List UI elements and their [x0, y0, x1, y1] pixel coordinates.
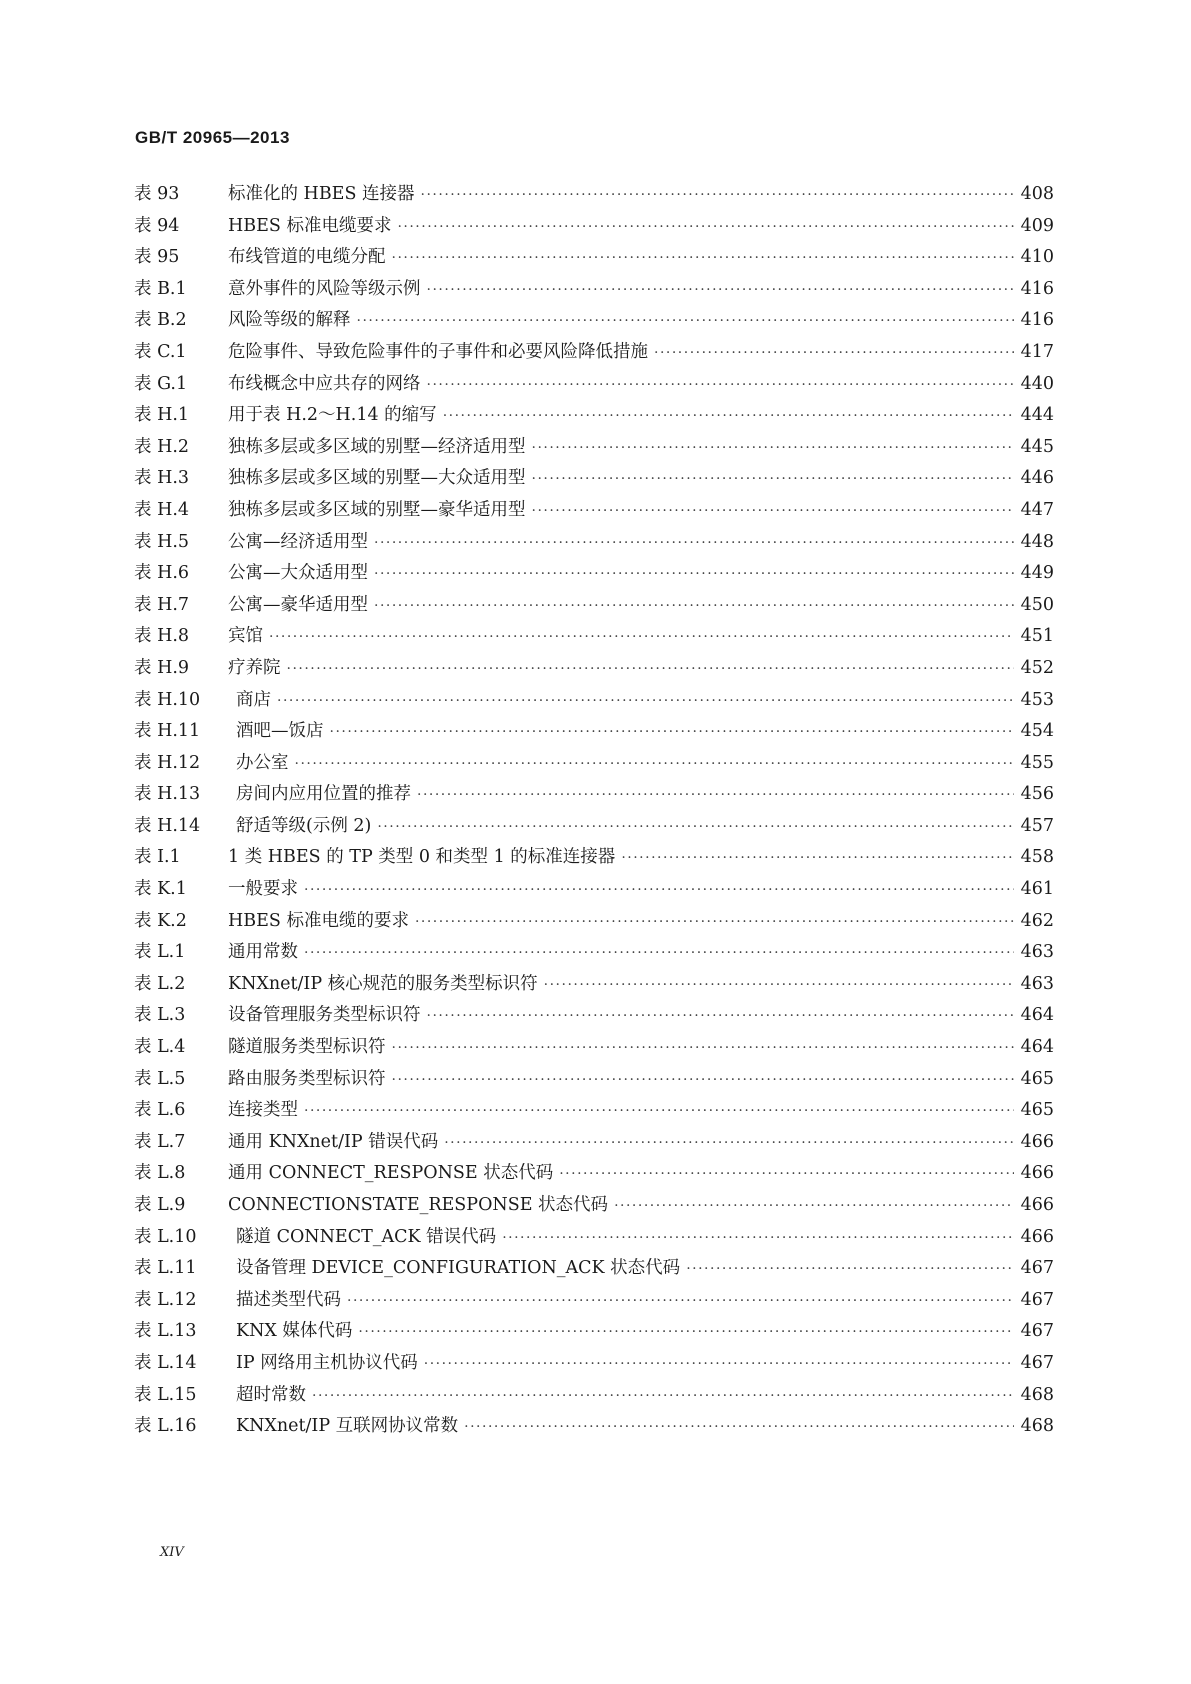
toc-entry-number: 表 L.15	[134, 1384, 197, 1405]
toc-entry-number: 表 H.13	[134, 784, 201, 805]
toc-entry-page: 409	[1020, 215, 1054, 236]
toc-entry[interactable]	[134, 780, 1054, 812]
toc-entry[interactable]	[134, 749, 1054, 781]
toc-entry-number: 表 L.3	[134, 1005, 186, 1026]
toc-entry[interactable]	[134, 1065, 1054, 1097]
toc-entry-page: 445	[1020, 436, 1054, 457]
dot-leader	[358, 1324, 1014, 1340]
toc-entry-title: 酒吧—饭店	[236, 721, 324, 742]
toc-entry-title: 标准化的 HBES 连接器	[228, 184, 415, 204]
toc-entry-number: 表 K.1	[134, 879, 187, 900]
toc-entry-number: 表 L.8	[134, 1163, 186, 1184]
dot-leader	[377, 819, 1014, 835]
toc-entry-page: 444	[1020, 405, 1054, 426]
toc-entry-number: 表 L.5	[134, 1068, 186, 1089]
toc-entry-page: 462	[1020, 910, 1054, 931]
toc-entry[interactable]	[134, 275, 1054, 307]
page-number: XIV	[160, 1545, 184, 1560]
toc-entry-title: 舒适等级(示例 2)	[236, 815, 372, 836]
toc-entry[interactable]	[134, 812, 1054, 844]
toc-entry-title: 通用 CONNECT_RESPONSE 状态代码	[228, 1163, 554, 1184]
toc-entry-number: 表 L.1	[134, 942, 186, 963]
toc-entry-title: HBES 标准电缆的要求	[228, 910, 409, 931]
toc-entry-number: 表 B.1	[134, 278, 187, 299]
toc-entry-page: 452	[1020, 657, 1054, 678]
toc-entry[interactable]	[134, 433, 1054, 465]
toc-entry-number: 表 L.10	[134, 1226, 197, 1247]
toc-entry-page: 451	[1020, 626, 1054, 647]
toc-entry-number: 表 C.1	[134, 341, 187, 362]
toc-entry-title: 设备管理服务类型标识符	[228, 1005, 421, 1026]
dot-leader	[287, 661, 1015, 677]
dot-leader	[502, 1230, 1014, 1246]
toc-entry-page: 467	[1020, 1321, 1054, 1342]
toc-entry-title: 意外事件的风险等级示例	[228, 278, 421, 299]
toc-entry[interactable]	[134, 401, 1054, 433]
toc-entry-page: 410	[1020, 247, 1054, 268]
dot-leader	[544, 977, 1014, 993]
standard-id: GB/T 20965—2013	[135, 128, 290, 147]
toc-entry-number: 表 L.11	[134, 1258, 197, 1279]
toc-entry[interactable]	[134, 1159, 1054, 1191]
toc-entry-title: 危险事件、导致危险事件的子事件和必要风险降低措施	[228, 341, 648, 362]
toc-entry-page: 468	[1020, 1416, 1054, 1437]
toc-entry-number: 表 L.6	[134, 1100, 186, 1121]
table-of-contents	[134, 180, 1054, 1444]
toc-entry-page: 466	[1020, 1163, 1054, 1184]
toc-entry-title: 布线概念中应共存的网络	[228, 373, 421, 394]
toc-entry[interactable]	[134, 306, 1054, 338]
dot-leader	[559, 1166, 1014, 1182]
dot-leader	[277, 693, 1014, 709]
toc-entry-page: 417	[1020, 341, 1054, 362]
toc-entry-number: 表 93	[134, 184, 180, 204]
toc-entry[interactable]	[134, 1412, 1054, 1444]
dot-leader	[374, 566, 1014, 582]
dot-leader	[654, 345, 1014, 361]
dot-leader	[686, 1261, 1014, 1277]
dot-leader	[532, 503, 1015, 519]
toc-entry-title: HBES 标准电缆要求	[228, 215, 392, 236]
toc-entry-page: 466	[1020, 1131, 1054, 1152]
toc-entry-number: 表 L.12	[134, 1289, 197, 1310]
toc-entry[interactable]	[134, 970, 1054, 1002]
toc-entry-page: 461	[1020, 879, 1054, 900]
toc-entry-number: 表 L.7	[134, 1131, 186, 1152]
toc-entry-page: 464	[1020, 1005, 1054, 1026]
toc-entry-page: 446	[1020, 468, 1054, 489]
toc-entry-page: 453	[1020, 689, 1054, 710]
toc-entry[interactable]	[134, 622, 1054, 654]
toc-entry[interactable]	[134, 1349, 1054, 1381]
toc-entry-title: CONNECTIONSTATE_RESPONSE 状态代码	[228, 1195, 609, 1215]
dot-leader	[312, 1388, 1014, 1404]
toc-entry[interactable]	[134, 464, 1054, 496]
toc-entry-title: 公寓—豪华适用型	[228, 594, 368, 615]
toc-entry-title: 连接类型	[228, 1100, 298, 1121]
toc-entry-number: 表 H.6	[134, 563, 190, 584]
toc-entry[interactable]	[134, 1001, 1054, 1033]
dot-leader	[427, 377, 1015, 393]
dot-leader	[330, 724, 1015, 740]
toc-entry-number: 表 H.11	[134, 721, 201, 742]
toc-entry[interactable]	[134, 1254, 1054, 1286]
toc-entry-page: 450	[1020, 594, 1054, 615]
toc-entry-number: 表 L.9	[134, 1195, 186, 1215]
dot-leader	[304, 882, 1014, 898]
toc-entry[interactable]	[134, 907, 1054, 939]
dot-leader	[374, 535, 1014, 551]
dot-leader	[374, 598, 1014, 614]
toc-entry-page: 466	[1020, 1195, 1054, 1215]
toc-entry-page: 466	[1020, 1226, 1054, 1247]
toc-entry-number: 表 L.13	[134, 1321, 197, 1342]
toc-entry-page: 456	[1020, 784, 1054, 805]
toc-entry-title: 隧道 CONNECT_ACK 错误代码	[236, 1226, 497, 1247]
toc-entry[interactable]	[134, 1317, 1054, 1349]
toc-entry[interactable]	[134, 717, 1054, 749]
toc-entry-page: 467	[1020, 1258, 1054, 1279]
toc-entry[interactable]	[134, 559, 1054, 591]
toc-entry-number: 表 H.3	[134, 468, 190, 489]
toc-entry[interactable]	[134, 338, 1054, 370]
toc-entry-number: 表 B.2	[134, 310, 187, 331]
toc-entry-page: 457	[1020, 815, 1054, 836]
toc-entry-page: 449	[1020, 563, 1054, 584]
toc-entry-page: 408	[1020, 184, 1054, 204]
dot-leader	[392, 1072, 1015, 1088]
toc-entry-page: 463	[1020, 942, 1054, 963]
toc-entry-title: 商店	[236, 689, 271, 710]
dot-leader	[532, 471, 1015, 487]
toc-entry[interactable]	[134, 496, 1054, 528]
toc-entry-number: 表 L.16	[134, 1416, 197, 1437]
toc-entry-page: 463	[1020, 973, 1054, 994]
dot-leader	[347, 1293, 1014, 1309]
toc-entry-page: 465	[1020, 1100, 1054, 1121]
toc-entry-number: 表 H.1	[134, 405, 190, 426]
toc-entry-title: 宾馆	[228, 626, 263, 647]
toc-entry-page: 458	[1020, 847, 1054, 868]
toc-entry[interactable]	[134, 1191, 1054, 1223]
toc-entry[interactable]	[134, 212, 1054, 244]
toc-entry-page: 467	[1020, 1352, 1054, 1373]
dot-leader	[304, 1103, 1014, 1119]
toc-entry-title: 描述类型代码	[236, 1289, 341, 1310]
toc-entry-number: 表 K.2	[134, 910, 187, 931]
toc-entry-title: 办公室	[236, 752, 289, 773]
toc-entry[interactable]	[134, 243, 1054, 275]
toc-entry-title: KNX 媒体代码	[236, 1321, 353, 1342]
toc-entry-title: 独栋多层或多区域的别墅—豪华适用型	[228, 499, 526, 520]
dot-leader	[427, 1008, 1015, 1024]
dot-leader	[397, 219, 1014, 235]
dot-leader	[304, 945, 1014, 961]
dot-leader	[415, 914, 1014, 930]
toc-entry[interactable]	[134, 654, 1054, 686]
toc-entry-title: KNXnet/IP 互联网协议常数	[236, 1416, 459, 1437]
toc-entry-title: 1 类 HBES 的 TP 类型 0 和类型 1 的标准连接器	[228, 847, 616, 868]
toc-entry-page: 448	[1020, 531, 1054, 552]
toc-entry-page: 467	[1020, 1289, 1054, 1310]
toc-entry[interactable]	[134, 180, 1054, 212]
toc-entry-title: 风险等级的解释	[228, 310, 351, 331]
toc-entry-page: 416	[1020, 278, 1054, 299]
toc-entry-title: 通用 KNXnet/IP 错误代码	[228, 1131, 439, 1152]
toc-entry[interactable]	[134, 370, 1054, 402]
toc-entry-number: 表 H.5	[134, 531, 190, 552]
toc-entry-title: 公寓—大众适用型	[228, 563, 368, 584]
toc-entry-number: 表 L.2	[134, 973, 186, 994]
toc-entry-number: 表 H.2	[134, 436, 190, 457]
toc-entry-title: KNXnet/IP 核心规范的服务类型标识符	[228, 973, 538, 994]
toc-entry-title: 疗养院	[228, 657, 281, 678]
toc-entry-number: 表 I.1	[134, 847, 181, 868]
toc-entry-number: 表 H.8	[134, 626, 190, 647]
dot-leader	[532, 440, 1015, 456]
toc-entry-page: 454	[1020, 721, 1054, 742]
toc-entry-title: 超时常数	[236, 1384, 306, 1405]
toc-entry-title: 公寓—经济适用型	[228, 531, 368, 552]
toc-entry[interactable]	[134, 591, 1054, 623]
dot-leader	[392, 250, 1015, 266]
toc-entry-page: 468	[1020, 1384, 1054, 1405]
toc-entry-title: IP 网络用主机协议代码	[236, 1352, 418, 1373]
toc-entry[interactable]	[134, 875, 1054, 907]
toc-entry-number: 表 L.14	[134, 1352, 197, 1373]
dot-leader	[444, 1135, 1014, 1151]
toc-entry-page: 440	[1020, 373, 1054, 394]
toc-entry-title: 一般要求	[228, 879, 298, 900]
toc-entry[interactable]	[134, 843, 1054, 875]
dot-leader	[295, 756, 1015, 772]
dot-leader	[357, 313, 1015, 329]
dot-leader	[269, 629, 1014, 645]
toc-entry-page: 447	[1020, 499, 1054, 520]
dot-leader	[443, 408, 1014, 424]
toc-entry-number: 表 H.9	[134, 657, 190, 678]
toc-entry-page: 465	[1020, 1068, 1054, 1089]
toc-entry[interactable]	[134, 686, 1054, 718]
toc-entry-number: 表 L.4	[134, 1037, 186, 1058]
dot-leader	[427, 282, 1015, 298]
toc-entry[interactable]	[134, 1223, 1054, 1255]
toc-entry-number: 表 H.12	[134, 752, 201, 773]
dot-leader	[417, 787, 1014, 803]
toc-entry[interactable]	[134, 1381, 1054, 1413]
toc-entry[interactable]	[134, 938, 1054, 970]
toc-entry-number: 表 H.14	[134, 815, 201, 836]
toc-entry-number: 表 95	[134, 247, 180, 268]
dot-leader	[424, 1356, 1014, 1372]
toc-entry-page: 455	[1020, 752, 1054, 773]
toc-entry-number: 表 H.10	[134, 689, 201, 710]
toc-entry-title: 房间内应用位置的推荐	[236, 784, 411, 805]
toc-entry-title: 独栋多层或多区域的别墅—大众适用型	[228, 468, 526, 489]
dot-leader	[621, 850, 1014, 866]
toc-entry[interactable]	[134, 1128, 1054, 1160]
toc-entry[interactable]	[134, 1096, 1054, 1128]
dot-leader	[392, 1040, 1015, 1056]
toc-entry-number: 表 H.4	[134, 499, 190, 520]
toc-entry-title: 隧道服务类型标识符	[228, 1037, 386, 1058]
toc-entry[interactable]	[134, 1286, 1054, 1318]
toc-entry[interactable]	[134, 1033, 1054, 1065]
toc-entry-title: 独栋多层或多区域的别墅—经济适用型	[228, 436, 526, 457]
dot-leader	[421, 187, 1014, 203]
toc-entry-number: 表 94	[134, 215, 180, 236]
toc-entry-number: 表 H.7	[134, 594, 190, 615]
dot-leader	[464, 1419, 1014, 1435]
toc-entry-page: 416	[1020, 310, 1054, 331]
toc-entry-title: 设备管理 DEVICE_CONFIGURATION_ACK 状态代码	[236, 1258, 681, 1279]
toc-entry-title: 布线管道的电缆分配	[228, 247, 386, 268]
dot-leader	[614, 1198, 1014, 1214]
toc-entry-number: 表 G.1	[134, 373, 188, 394]
toc-entry-title: 通用常数	[228, 942, 298, 963]
toc-entry[interactable]	[134, 528, 1054, 560]
toc-entry-page: 464	[1020, 1037, 1054, 1058]
toc-entry-title: 路由服务类型标识符	[228, 1068, 386, 1089]
toc-entry-title: 用于表 H.2～H.14 的缩写	[228, 405, 437, 426]
